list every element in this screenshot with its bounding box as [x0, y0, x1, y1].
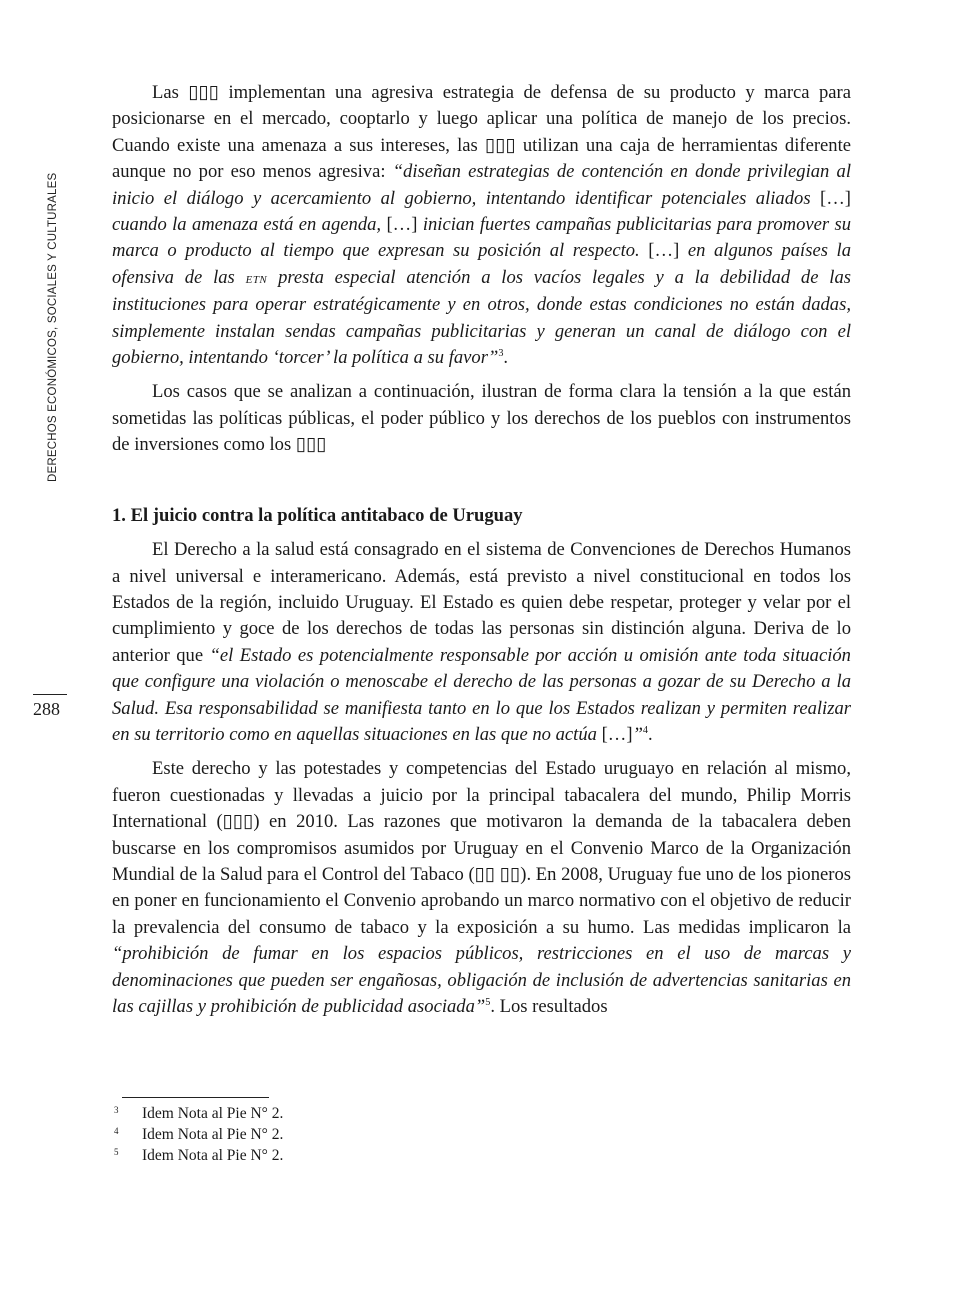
- paragraph-2: Los casos que se analizan a continuación, ilustran de forma clara la tensión a la que están sometidas las políticas públicas, el poder público y los derechos de los pueblos con instrumentos de inversiones como los ▯▯▯: [112, 381, 851, 456]
- footnote-separator: [122, 1097, 269, 1098]
- footnote-number: 5: [114, 1147, 119, 1157]
- p3-quote-close: ”: [632, 723, 643, 745]
- p4-quote: “prohibición de fumar en los espacios públicos, restricciones en el uso de marcas y denominaciones que pueden ser engañosas, obligación de inclusión de advertencias sanitarias en las cajillas y prohibición de publicidad asociada”: [112, 943, 851, 1017]
- p3-end: .: [648, 723, 653, 745]
- footnote-text: Idem Nota al Pie N° 2.: [142, 1105, 284, 1122]
- main-text: [112, 80, 851, 1028]
- p1-end: .: [503, 347, 509, 369]
- p1-quote-5: presta especial atención a los vacíos legales y a la debilidad de las instituciones para operar estratégicamente y en otros, donde estas condiciones no están dadas, simplemente instalan sendas campañas publicitarias y generan un canal de diálogo con el gobierno, intentando ‘torcer’ la política a su favor”: [112, 266, 851, 369]
- paragraph-3: [112, 537, 851, 748]
- p1-etn-abbrev: etn: [245, 269, 268, 287]
- p1-ellipsis-1: […]: [810, 187, 851, 209]
- footnote-text: Idem Nota al Pie N° 2.: [142, 1147, 284, 1164]
- p3-text: El Derecho a la salud está consagrado en el sistema de Convenciones de Derechos Humanos a nivel universal e interamericano. Además, está previsto a nivel constitucional en todos los Estados de la región, incluido Uruguay. El Estado es quien debe respetar, proteger y velar por el cumplimiento y goce de los derechos de todas las personas sin distinción alguna. Deriva de lo anterior que: [112, 539, 851, 666]
- p4-text: Este derecho y las potestades y competencias del Estado uruguayo en relación al mismo, fueron cuestionadas y llevadas a juicio por la principal tabacalera del mundo, Philip Morris International (▯▯▯) en 2010. Las razones que motivaron la demanda de la tabacalera deben buscarse en los compromisos asumidos por Uruguay en el Convenio Marco de la Organización Mundial de la Salud para el Control del Tabaco (▯▯ ▯▯). En 2008, Uruguay fue uno de los pioneros en poner en funcionamiento el Convenio aprobando un marco normativo con el objetivo de reducir la prevalencia del consumo de tabaco y la exposición a su humo. Las medidas implicaron la: [112, 758, 851, 938]
- footnote-number: 4: [114, 1126, 119, 1136]
- section-heading: 1. El juicio contra la política antitabaco de Uruguay: [112, 504, 523, 526]
- paragraph-4: [112, 756, 851, 1020]
- footnote-ref-3: 3: [498, 347, 504, 359]
- p3-quote: “el Estado es potencialmente responsable por acción u omisión ante toda situación que configure una violación o menoscabe el derecho de las personas a gozar de su Derecho a la Salud. Esa responsabilidad se manifiesta tanto en lo que los Estados realizan y permiten realizar en su territorio como en aquellas situaciones en las que no actúa: [112, 644, 851, 745]
- p4-end: . Los resultados: [490, 996, 608, 1017]
- footnote: [114, 1145, 283, 1166]
- footnote: [114, 1103, 283, 1124]
- footnote-ref-5: 5: [485, 996, 491, 1008]
- p1-ellipsis-2: […]: [381, 214, 423, 236]
- p3-ellipsis: […]: [596, 723, 633, 745]
- p1-text: Las ▯▯▯ implementan una agresiva estrategia de defensa de su producto y marca para posicionarse en el mercado, cooptarlo y luego aplicar una política de manejo de los precios. Cuando existe una amenaza a sus intereses, las ▯▯▯ utilizan una caja de herramientas diferente aunque no por eso menos agresiva:: [112, 82, 851, 183]
- paragraph-1: [112, 80, 851, 371]
- page-number-rule: [33, 694, 67, 695]
- running-side-title: DERECHOS ECONÓMICOS, SOCIALES Y CULTURALES: [47, 172, 59, 482]
- page-number: 288: [33, 699, 60, 719]
- p1-ellipsis-3: […]: [639, 240, 688, 262]
- p1-quote-4: en algunos países la ofensiva de las: [112, 240, 851, 288]
- p1-quote-3: inician fuertes campañas publicitarias para promover su marca o producto al tiempo que expresan su posición al respecto.: [112, 214, 852, 262]
- footnotes: [114, 1103, 283, 1166]
- footnote-ref-4: 4: [642, 724, 649, 736]
- p1-quote-1: “diseñan estrategias de contención en donde privilegian al inicio el diálogo y acercamiento al gobierno, intentando identificar potenciales aliados: [112, 161, 852, 209]
- footnote-number: 3: [114, 1105, 119, 1115]
- p1-quote-2: cuando la amenaza está en agenda,: [112, 214, 382, 236]
- footnote: [114, 1124, 283, 1145]
- footnote-text: Idem Nota al Pie N° 2.: [142, 1126, 284, 1143]
